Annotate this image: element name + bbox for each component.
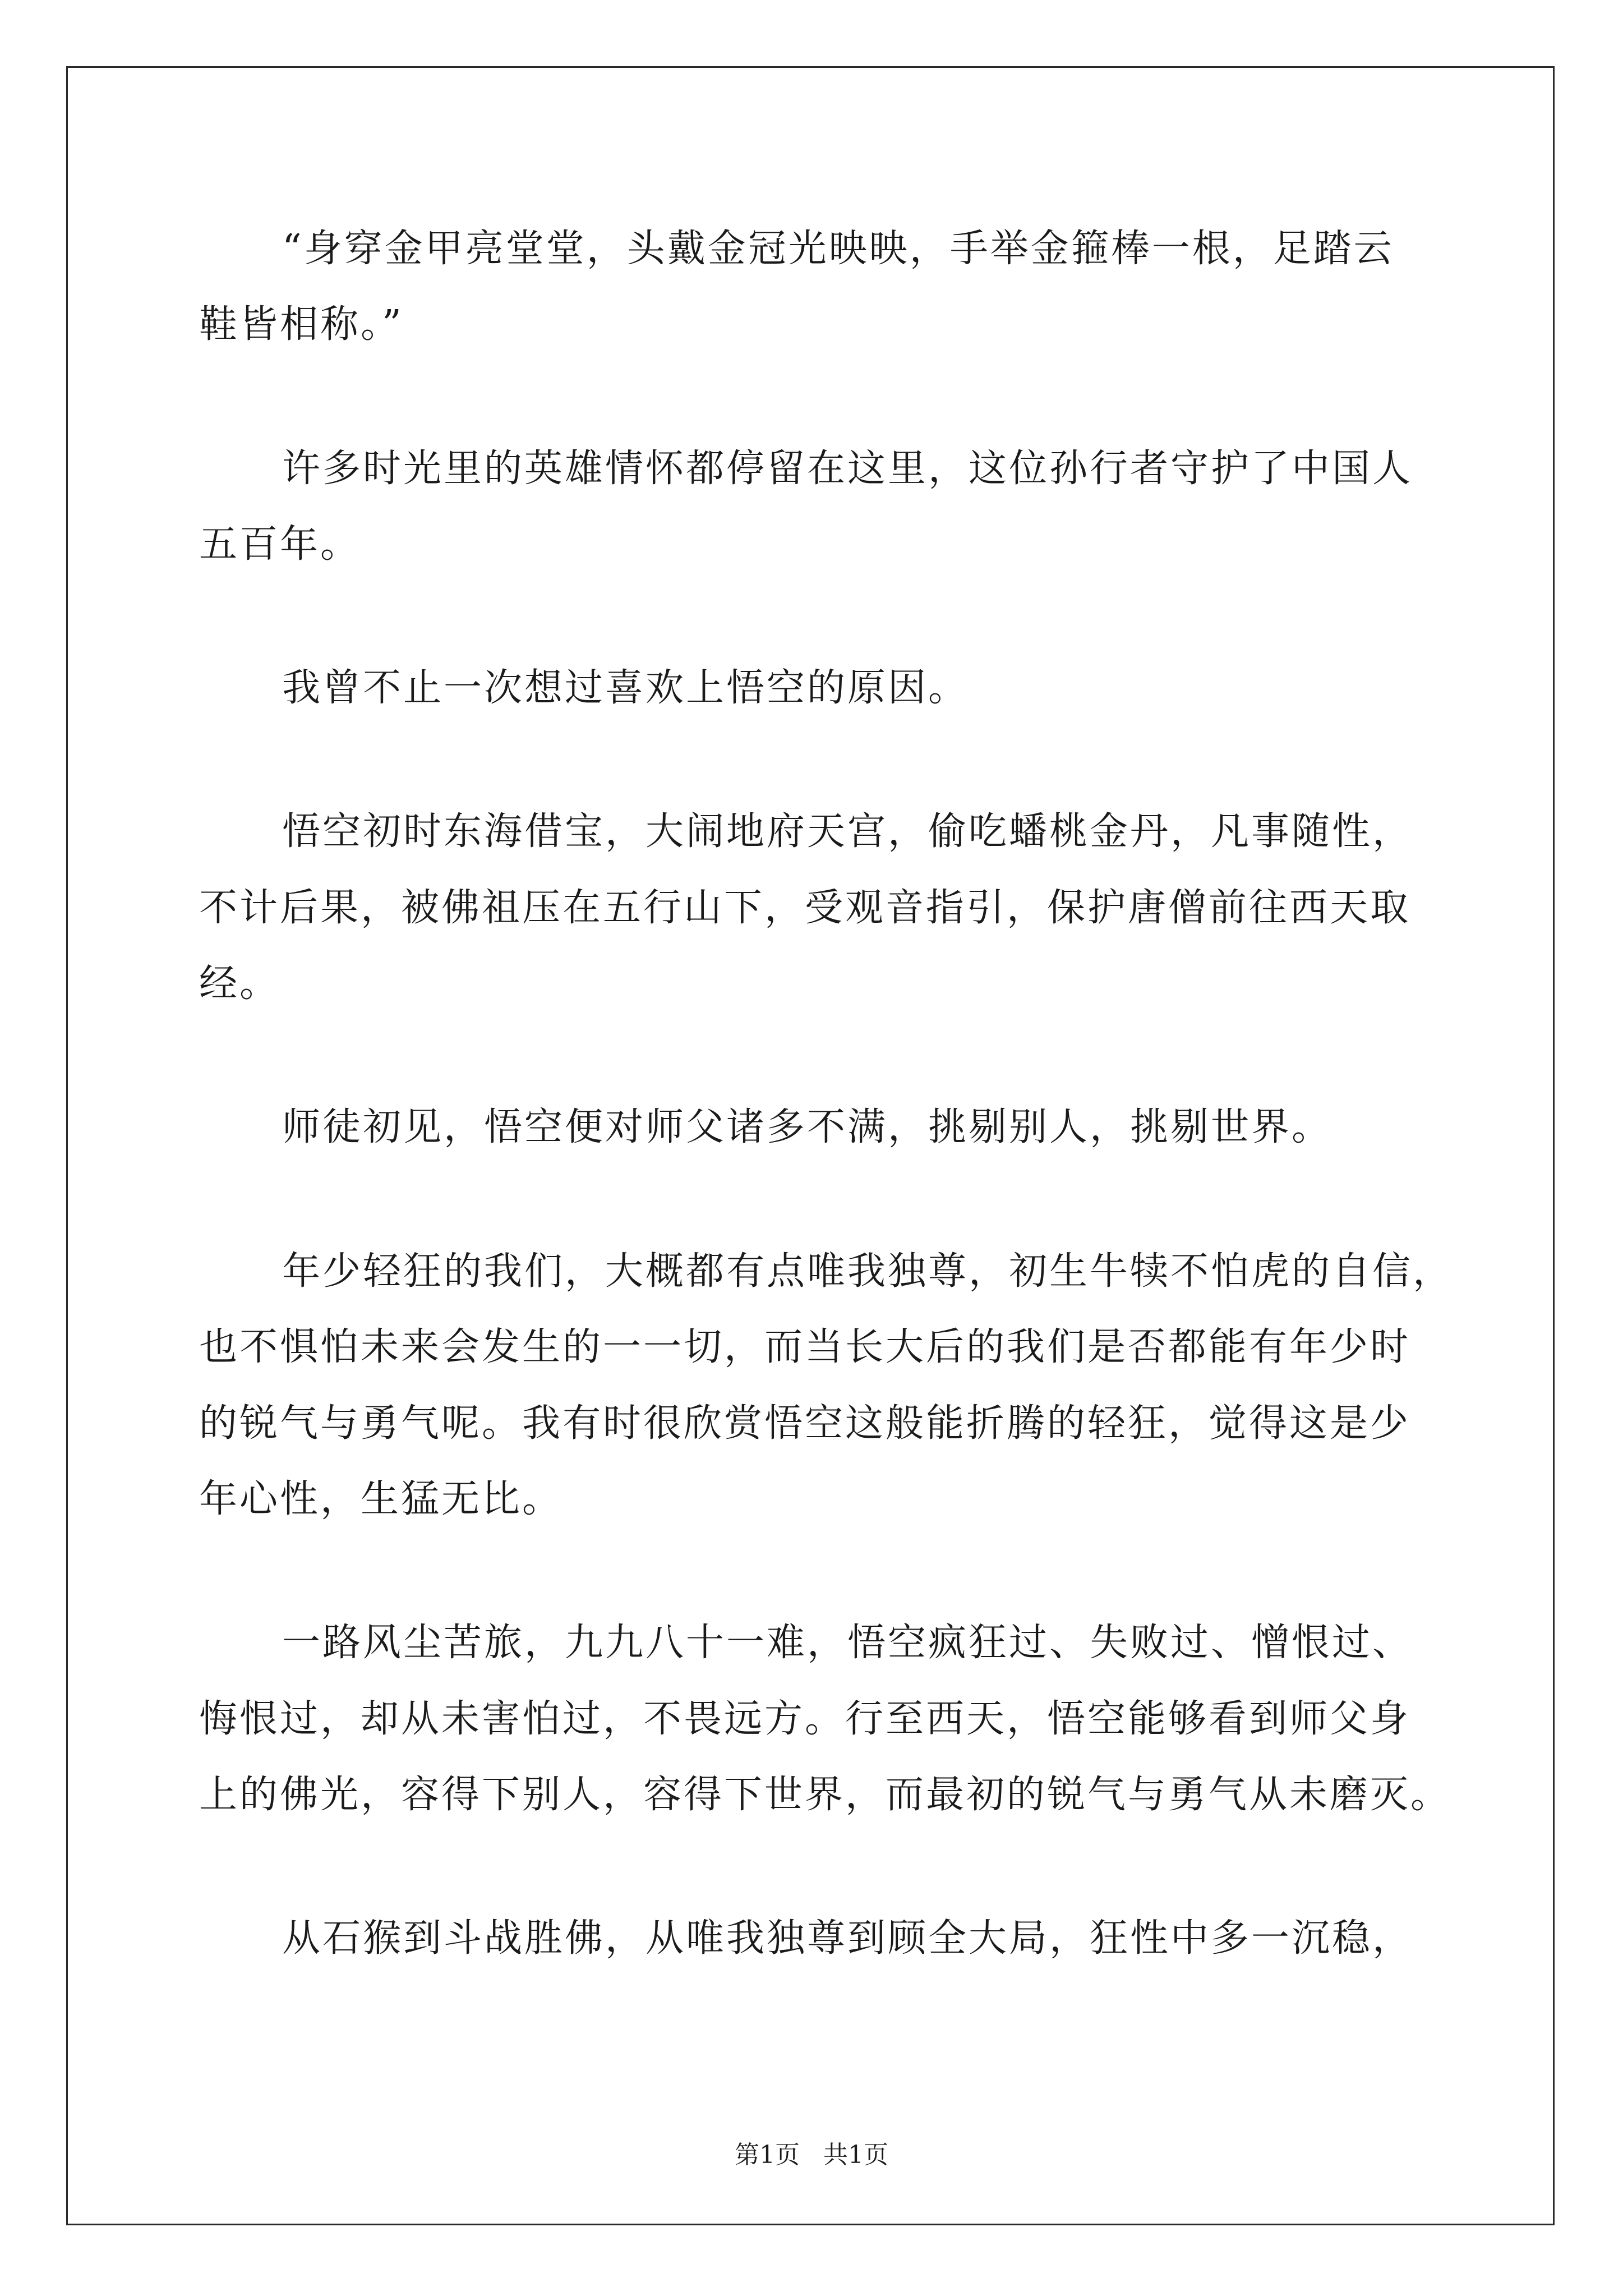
text-line: 鞋皆相称。” bbox=[199, 302, 404, 347]
text-line: 上的佛光，容得下别人，容得下世界，而最初的锐气与勇气从未磨灭。 bbox=[199, 1773, 1451, 1817]
text-line: 师徒初见，悟空便对师父诸多不满，挑剔别人，挑剔世界。 bbox=[282, 1105, 1332, 1149]
text-line: 悟空初时东海借宝，大闹地府天宫，偷吃蟠桃金丹，凡事随性， bbox=[282, 809, 1413, 854]
text-line: 不计后果，被佛祖压在五行山下，受观音指引，保护唐僧前往西天取 bbox=[199, 886, 1411, 930]
text-line: 经。 bbox=[199, 961, 280, 1006]
page-number: 第1页 共1页 bbox=[735, 2141, 888, 2169]
text-line: 许多时光里的英雄情怀都停留在这里，这位孙行者守护了中国人 bbox=[282, 447, 1413, 491]
text-line: 的锐气与勇气呢。我有时很欣赏悟空这般能折腾的轻狂，觉得这是少 bbox=[199, 1401, 1411, 1446]
text-line: 从石猴到斗战胜佛，从唯我独尊到顾全大局，狂性中多一沉稳， bbox=[282, 1916, 1413, 1961]
text-line: 也不惧怕未来会发生的一一切，而当长大后的我们是否都能有年少时 bbox=[199, 1325, 1411, 1369]
text-line: 一路风尘苦旅，九九八十一难，悟空疯狂过、失败过、憎恨过、 bbox=[282, 1621, 1413, 1665]
text-line: 悔恨过，却从未害怕过，不畏远方。行至西天，悟空能够看到师父身 bbox=[199, 1697, 1411, 1741]
text-line: 我曾不止一次想过喜欢上悟空的原因。 bbox=[282, 666, 969, 710]
text-line: “身穿金甲亮堂堂，头戴金冠光映映，手举金箍棒一根，足踏云 bbox=[282, 227, 1394, 271]
text-line: 年心性，生猛无比。 bbox=[199, 1477, 563, 1521]
text-line: 年少轻狂的我们，大概都有点唯我独尊，初生牛犊不怕虎的自信， bbox=[282, 1249, 1454, 1294]
text-line: 五百年。 bbox=[199, 522, 361, 567]
